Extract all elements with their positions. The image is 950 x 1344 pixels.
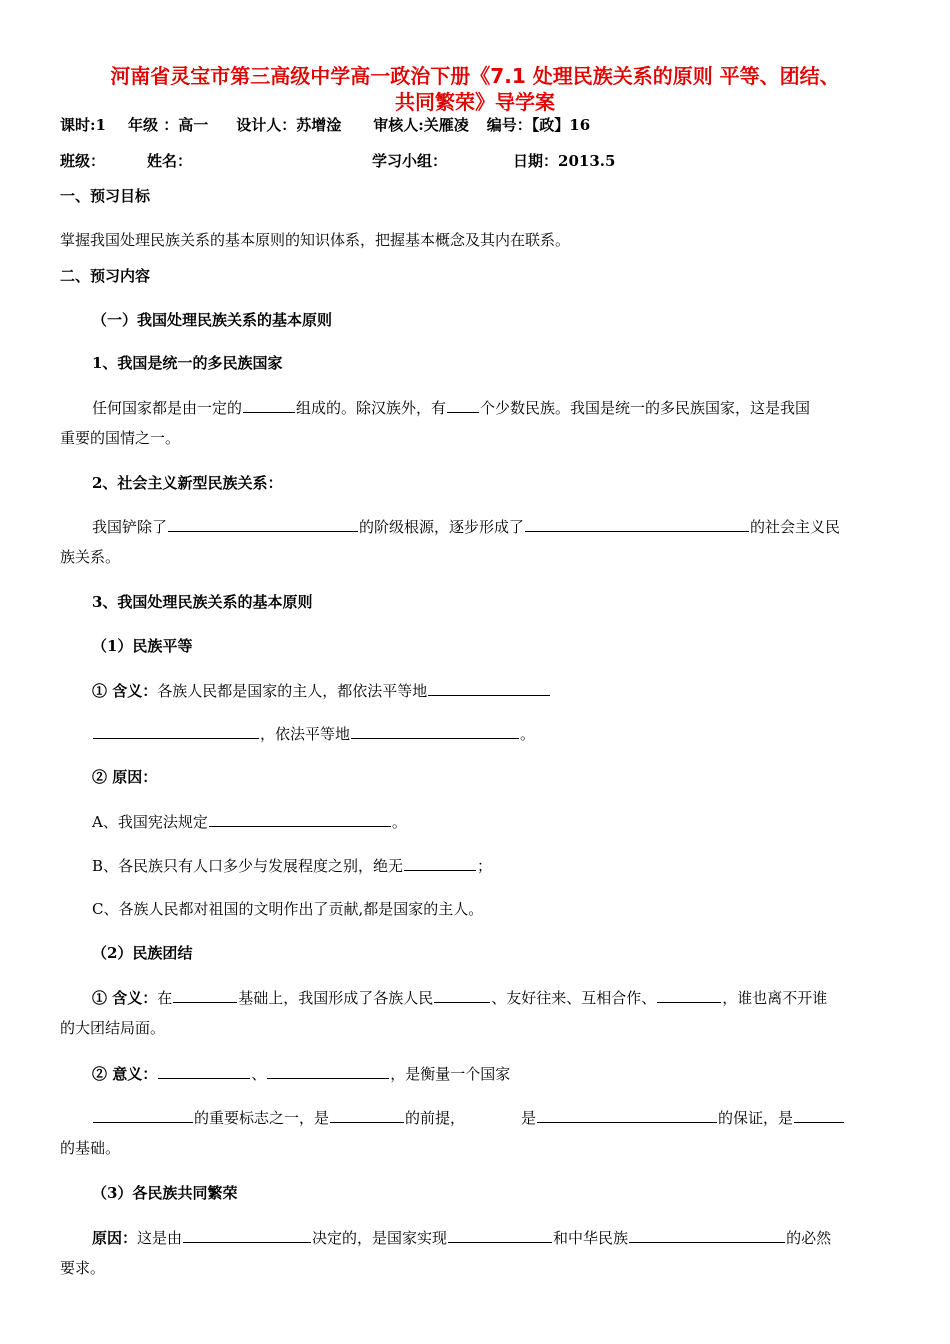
- prosperity-reason-cont: 要求。: [60, 1259, 106, 1277]
- equality-heading: （1）民族平等: [92, 637, 193, 655]
- meta-shenhe: 审核人:关雁凌: [373, 116, 469, 134]
- point-1-line-1: 任何国家都是由一定的 组成的。除汉族外，有 个少数民族。我国是统一的多民族国家，这是我国: [92, 396, 810, 419]
- blank-field[interactable]: [794, 1106, 844, 1123]
- meta-bianhao: 编号：【政】16: [486, 116, 591, 134]
- blank-field[interactable]: [209, 810, 391, 827]
- unity-meaning-cont: 的大团结局面。: [60, 1019, 166, 1037]
- unity-meaning: ① 含义：在 基础上，我国形成了各族人民 、友好往来、互相合作、 ，谁也离不开谁: [92, 986, 827, 1009]
- point-1-line-2: 重要的国情之一。: [60, 429, 181, 447]
- meta-row-1: [60, 114, 590, 136]
- subsection-1-heading: （一）我国处理民族关系的基本原则: [92, 311, 333, 329]
- point-2-line-2: 族关系。: [60, 548, 121, 566]
- blank-field[interactable]: [448, 1226, 552, 1243]
- blank-field[interactable]: [447, 396, 479, 413]
- blank-field[interactable]: [434, 986, 490, 1003]
- blank-field[interactable]: [243, 396, 295, 413]
- meta-xingming: 姓名：: [147, 152, 193, 170]
- point-2-line-1: 我国铲除了 的阶级根源，逐步形成了 的社会主义民: [92, 515, 840, 538]
- section-1-heading: 一、预习目标: [60, 187, 151, 205]
- blank-field[interactable]: [158, 1062, 250, 1079]
- point-3-heading: 3、我国处理民族关系的基本原则: [92, 593, 313, 611]
- blank-field[interactable]: [629, 1226, 785, 1243]
- blank-field[interactable]: [168, 515, 358, 532]
- equality-reason-b: B、各民族只有人口多少与发展程度之别，绝无 ；: [92, 854, 492, 877]
- prosperity-heading: （3）各民族共同繁荣: [92, 1184, 238, 1202]
- blank-field[interactable]: [351, 722, 519, 739]
- blank-field[interactable]: [330, 1106, 404, 1123]
- meta-sheji: 设计人：苏增淦: [236, 116, 342, 134]
- section-1-text: 掌握我国处理民族关系的基本原则的知识体系，把握基本概念及其内在联系。: [60, 231, 571, 249]
- unity-significance: ② 意义： 、 ，是衡量一个国家: [92, 1062, 510, 1085]
- blank-field[interactable]: [267, 1062, 389, 1079]
- blank-field[interactable]: [537, 1106, 717, 1123]
- equality-meaning: ① 含义：各族人民都是国家的主人，都依法平等地: [92, 679, 551, 702]
- meta-riqi: 日期：2013.5: [513, 152, 616, 170]
- equality-reason-c: C、各族人民都对祖国的文明作出了贡献,都是国家的主人。: [92, 900, 484, 918]
- point-1-heading: 1、我国是统一的多民族国家: [92, 354, 283, 372]
- blank-field[interactable]: [525, 515, 749, 532]
- meta-row-2: [60, 150, 615, 172]
- unity-significance-cont: 的重要标志之一，是 的前提， 是 的保证，是: [92, 1106, 845, 1129]
- equality-meaning-cont: ，依法平等地 。: [92, 722, 535, 745]
- meta-banji: 班级：: [60, 152, 106, 170]
- meta-xiaozu: 学习小组：: [372, 152, 448, 170]
- blank-field[interactable]: [183, 1226, 311, 1243]
- blank-field[interactable]: [404, 854, 476, 871]
- point-2-heading: 2、社会主义新型民族关系：: [92, 474, 283, 492]
- title-line-1: 河南省灵宝市第三高级中学高一政治下册《7.1 处理民族关系的原则 平等、团结、: [110, 64, 840, 88]
- blank-field[interactable]: [428, 679, 550, 696]
- title-line-2: 共同繁荣》导学案: [395, 90, 555, 114]
- blank-field[interactable]: [657, 986, 721, 1003]
- prosperity-reason: 原因：这是由 决定的，是国家实现 和中华民族 的必然: [92, 1226, 831, 1249]
- blank-field[interactable]: [173, 986, 237, 1003]
- equality-reason-label: ② 原因：: [92, 768, 158, 786]
- meta-nianji: 年级 ：高一: [127, 116, 209, 134]
- meta-keshi: 课时:1: [60, 116, 106, 134]
- blank-field[interactable]: [93, 1106, 193, 1123]
- equality-reason-a: A、我国宪法规定 。: [92, 810, 407, 833]
- unity-heading: （2）民族团结: [92, 944, 193, 962]
- unity-significance-end: 的基础。: [60, 1139, 121, 1157]
- section-2-heading: 二、预习内容: [60, 267, 151, 285]
- blank-field[interactable]: [93, 722, 259, 739]
